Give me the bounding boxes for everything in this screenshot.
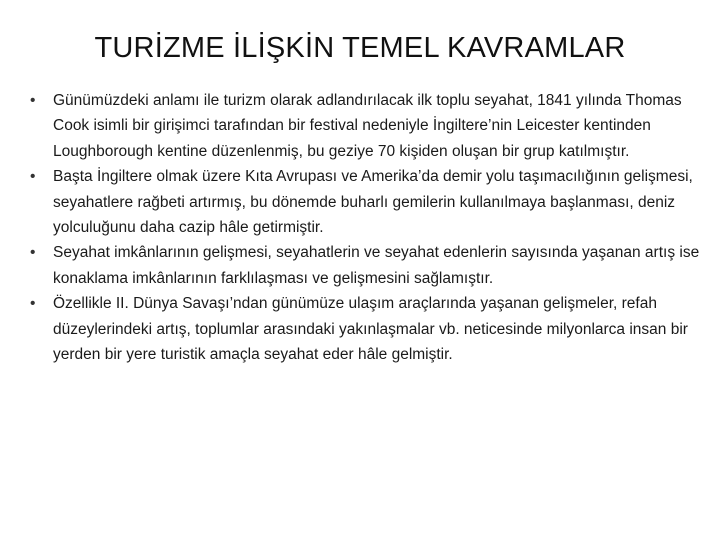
bullet-marker-icon: • <box>30 92 36 109</box>
bullet-text: Özellikle II. Dünya Savaşı’ndan günümüze ulaşım araçlarında yaşanan gelişmeler, refah düzeylerindeki artış, toplumlar arasındaki yakınlaşmalar vb. neticesinde milyonlarca insan bir yerden bir yere turistik amaçla seyahat eder hâle gelmiştir. <box>53 295 688 364</box>
bullet-marker-icon: • <box>30 168 36 186</box>
bullet-text: Seyahat imkânlarının gelişmesi, seyahatlerin ve seyahat edenlerin sayısında yaşanan artış ise konaklama imkânlarının farklılaşması ve gelişmesini sağlamıştır. <box>53 244 700 287</box>
slide-title: TURİZME İLİŞKİN TEMEL KAVRAMLAR <box>94 32 626 64</box>
bullet-text: Günümüzdeki anlamı ile turizm olarak adlandırılacak ilk toplu seyahat, 1841 yılında Thomas Cook isimli bir girişimci tarafından bir festival nedeniyle İngiltere’nin Leicester kentinden Loughborough kentine düzenlenmiş, bu geziye 70 kişiden oluşan bir grup katılmıştır. <box>53 92 682 160</box>
bullet-item <box>30 291 700 367</box>
bullet-item <box>30 88 700 164</box>
bullet-list <box>30 88 700 367</box>
bullet-item <box>30 240 700 291</box>
bullet-marker-icon: • <box>30 295 36 313</box>
bullet-text: Başta İngiltere olmak üzere Kıta Avrupası ve Amerika’da demir yolu taşımacılığının gelişmesi, seyahatlere rağbeti artırmış, bu dönemde buharlı gemilerin kullanılmaya başlanması, deniz yolculuğunu daha cazip hâle getirmiştir. <box>53 168 693 237</box>
bullet-marker-icon: • <box>30 244 36 262</box>
bullet-item <box>30 164 700 240</box>
